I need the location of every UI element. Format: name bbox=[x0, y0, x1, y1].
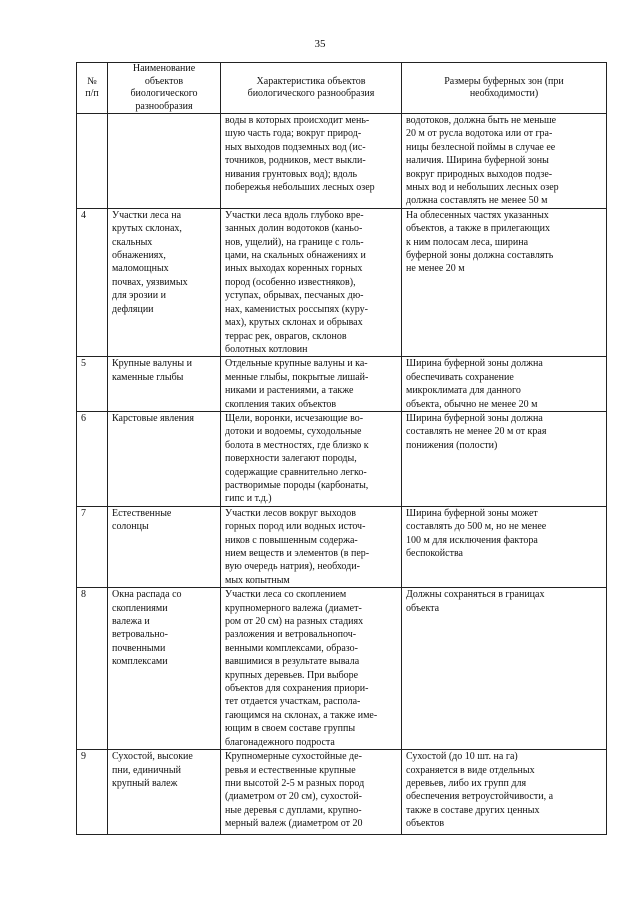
row-num: 8 bbox=[77, 588, 108, 750]
cell-line: скоплениями bbox=[112, 602, 168, 614]
cell-line: цами, на скальных обнажениях и bbox=[225, 250, 366, 262]
header-characteristic bbox=[221, 63, 402, 114]
cell-line: № bbox=[87, 75, 97, 87]
row-name bbox=[108, 208, 221, 356]
cell-line: маломощных bbox=[112, 263, 169, 275]
cell-line: точников, родников, мест выкли- bbox=[225, 155, 366, 167]
row-buffer-size bbox=[402, 750, 607, 835]
cell-line: венными комплексами, образо- bbox=[225, 642, 359, 654]
cell-line: гающимся на склонах, а также име- bbox=[225, 709, 378, 721]
cell-line: почвах, уязвимых bbox=[112, 276, 188, 288]
cell-line: поверхности залегают породы, bbox=[225, 453, 357, 465]
cell-line: Крупные валуны и bbox=[112, 358, 192, 370]
cell-line: крупномерного валежа (диамет- bbox=[225, 602, 362, 614]
cell-line: крупный валеж bbox=[112, 777, 178, 789]
cell-line: водотоков, должна быть не меньше bbox=[406, 115, 557, 126]
cell-line: Характеристика объектов bbox=[256, 75, 366, 87]
cell-line: ные деревья с дуплами, крупно- bbox=[225, 804, 362, 816]
cell-line: террас рек, оврагов, склонов bbox=[225, 330, 347, 342]
cell-line: объектов bbox=[406, 818, 445, 830]
cell-line: должна составлять не менее 50 м bbox=[406, 195, 548, 207]
cell-line: вавшимися в результате вывала bbox=[225, 656, 360, 668]
cell-line: менные глыбы, покрытые лишай- bbox=[225, 371, 369, 383]
cell-line: вокруг природных выходов подзе- bbox=[406, 168, 553, 180]
cell-line: составлять до 500 м, но не менее bbox=[406, 521, 547, 533]
cell-line: Должны сохраняться в границах bbox=[406, 589, 545, 601]
cell-line: составлять не менее 20 м от края bbox=[406, 426, 547, 438]
row-buffer-size bbox=[402, 357, 607, 412]
cell-line: горных пород или водных источ- bbox=[225, 521, 366, 533]
cell-line: вую очередь натрия), необходи- bbox=[225, 561, 360, 573]
cell-line: воды в которых происходит мень- bbox=[225, 115, 370, 126]
table-row bbox=[77, 357, 607, 412]
cell-line: 100 м для исключения фактора bbox=[406, 534, 538, 546]
row-num: 7 bbox=[77, 506, 108, 587]
cell-line: ных выходов подземных вод (ис- bbox=[225, 141, 366, 153]
cell-line: разнообразия bbox=[135, 100, 193, 112]
cell-line: нивания грунтовых вод); вдоль bbox=[225, 168, 358, 180]
cell-line: объекта, обычно не менее 20 м bbox=[406, 398, 538, 410]
cell-line: для эрозии и bbox=[112, 290, 166, 302]
cell-line: дефляции bbox=[112, 303, 154, 315]
cell-line: болота в местностях, где близко к bbox=[225, 439, 369, 451]
row-characteristic bbox=[221, 114, 402, 209]
cell-line: Щели, воронки, исчезающие во- bbox=[225, 412, 364, 424]
cell-line: нов, ущелий), на границе с голь- bbox=[225, 236, 364, 248]
row-name bbox=[108, 357, 221, 412]
page-number: 35 bbox=[314, 38, 326, 50]
cell-line: крупных деревьев. При выборе bbox=[225, 669, 359, 681]
table-row bbox=[77, 411, 607, 506]
table-row bbox=[77, 750, 607, 835]
row-name bbox=[108, 506, 221, 587]
cell-line: пни, единичный bbox=[112, 764, 181, 776]
cell-line: 20 м от русла водотока или от гра- bbox=[406, 128, 553, 140]
cell-line: никами и растениями, а также bbox=[225, 385, 354, 397]
cell-line: не менее 20 м bbox=[406, 263, 465, 275]
header-num bbox=[77, 63, 108, 114]
row-buffer-size bbox=[402, 411, 607, 506]
cell-line: Естественные bbox=[112, 507, 172, 519]
cell-line: побережья небольших лесных озер bbox=[225, 182, 375, 194]
cell-line: ющим в своем составе группы bbox=[225, 723, 356, 735]
cell-line: Крупномерные сухостойные де- bbox=[225, 751, 362, 763]
cell-line: пород (особенно известняков), bbox=[225, 276, 356, 288]
row-characteristic bbox=[221, 357, 402, 412]
cell-line: п/п bbox=[85, 88, 99, 99]
cell-line: ревья и естественные крупные bbox=[225, 764, 356, 776]
row-name bbox=[108, 411, 221, 506]
row-buffer-size bbox=[402, 506, 607, 587]
cell-line: деревьев, либо их групп для bbox=[406, 777, 527, 789]
cell-line: На облесенных частях указанных bbox=[406, 209, 549, 221]
cell-line: Размеры буферных зон (при bbox=[444, 75, 564, 87]
table-row bbox=[77, 506, 607, 587]
cell-line: солонцы bbox=[112, 521, 149, 533]
cell-line: ветровально- bbox=[112, 629, 168, 641]
cell-line: нием веществ и элементов (в пер- bbox=[225, 548, 370, 559]
cell-line: Участки леса со скоплением bbox=[225, 589, 347, 601]
cell-line: Участки леса на bbox=[112, 209, 182, 221]
cell-line: мых копытным bbox=[225, 574, 290, 586]
row-characteristic bbox=[221, 750, 402, 835]
cell-line: Наименование bbox=[132, 63, 196, 74]
cell-line: иных выходах коренных горных bbox=[225, 263, 363, 275]
cell-line: дотоки и водоемы, суходольные bbox=[225, 426, 362, 438]
cell-line: занных долин водотоков (каньо- bbox=[225, 223, 363, 235]
row-num: 4 bbox=[77, 208, 108, 356]
row-num bbox=[77, 114, 108, 209]
row-name bbox=[108, 114, 221, 209]
cell-line: обнажениях, bbox=[112, 250, 166, 262]
cell-line: ницы безлесной поймы в случае ее bbox=[406, 141, 556, 153]
cell-line: благонадежного подроста bbox=[225, 736, 335, 748]
cell-line: нах, каменистых россыпях (куру- bbox=[225, 303, 368, 315]
cell-line: наличия. Ширина буферной зоны bbox=[406, 155, 549, 167]
cell-line: Сухостой (до 10 шт. на га) bbox=[406, 751, 518, 763]
cell-line: мах), крутых склонах и обрывах bbox=[225, 317, 363, 329]
row-buffer-size bbox=[402, 114, 607, 209]
cell-line: Участки леса вдоль глубоко вре- bbox=[225, 209, 364, 221]
cell-line: к ним полосам леса, ширина bbox=[406, 236, 529, 248]
row-num: 9 bbox=[77, 750, 108, 835]
cell-line: комплексами bbox=[112, 656, 168, 668]
cell-line: обеспечивать сохранение bbox=[406, 371, 514, 383]
cell-line: Ширина буферной зоны должна bbox=[406, 358, 543, 370]
cell-line: микроклимата для данного bbox=[406, 385, 521, 397]
row-num: 5 bbox=[77, 357, 108, 412]
cell-line: шую часть года; вокруг природ- bbox=[225, 128, 362, 140]
cell-line: мных вод и небольших лесных озер bbox=[406, 182, 559, 194]
cell-line: растворимые породы (карбонаты, bbox=[225, 479, 369, 491]
header-buffer-size bbox=[402, 63, 607, 114]
cell-line: валежа и bbox=[112, 616, 150, 628]
cell-line: ром от 20 см) на разных стадиях bbox=[225, 616, 364, 628]
row-buffer-size bbox=[402, 208, 607, 356]
table-row bbox=[77, 114, 607, 209]
cell-line: пни высотой 2-5 м разных пород bbox=[225, 777, 365, 789]
table-row bbox=[77, 588, 607, 750]
cell-line: необходимости) bbox=[469, 88, 539, 99]
cell-line: Окна распада со bbox=[112, 589, 182, 601]
cell-line: Карстовые явления bbox=[112, 412, 194, 424]
cell-line: мерный валеж (диаметром от 20 bbox=[225, 818, 363, 830]
cell-line: крутых склонах, bbox=[112, 223, 182, 235]
header-name bbox=[108, 63, 221, 114]
cell-line: разложения и ветровальнопоч- bbox=[225, 629, 357, 641]
cell-line: Отдельные крупные валуны и ка- bbox=[225, 358, 368, 370]
cell-line: биологического bbox=[130, 88, 198, 99]
biodiversity-table bbox=[76, 62, 607, 835]
cell-line: болотных котловин bbox=[225, 343, 308, 355]
cell-line: ников с повышенным содержа- bbox=[225, 534, 358, 546]
row-characteristic bbox=[221, 411, 402, 506]
cell-line: Ширина буферной зоны может bbox=[406, 507, 538, 519]
cell-line: каменные глыбы bbox=[112, 371, 184, 383]
cell-line: почвенными bbox=[112, 642, 166, 654]
row-characteristic bbox=[221, 208, 402, 356]
cell-line: Ширина буферной зоны должна bbox=[406, 412, 543, 424]
cell-line: также в составе других ценных bbox=[406, 804, 540, 816]
cell-line: сохраняется в виде отдельных bbox=[406, 764, 535, 776]
cell-line: уступах, обрывах, песчаных дю- bbox=[225, 290, 364, 302]
cell-line: беспокойства bbox=[406, 548, 463, 559]
cell-line: тет отдается участкам, распола- bbox=[225, 696, 361, 708]
cell-line: скальных bbox=[112, 236, 153, 248]
row-name bbox=[108, 750, 221, 835]
cell-line: Сухостой, высокие bbox=[112, 751, 193, 763]
cell-line: объектов для сохранения приори- bbox=[225, 683, 369, 695]
row-num: 6 bbox=[77, 411, 108, 506]
cell-line: скопления таких объектов bbox=[225, 398, 337, 410]
cell-line: буферной зоны должна составлять bbox=[406, 250, 554, 262]
cell-line: биологического разнообразия bbox=[247, 88, 375, 99]
cell-line: (диаметром от 20 см), сухостой- bbox=[225, 791, 362, 803]
row-name bbox=[108, 588, 221, 750]
cell-line: понижения (полости) bbox=[406, 439, 498, 451]
row-characteristic bbox=[221, 506, 402, 587]
cell-line: обеспечения ветроустойчивости, а bbox=[406, 791, 554, 803]
cell-line: объектов bbox=[144, 75, 184, 87]
cell-line: объекта bbox=[406, 602, 440, 614]
row-characteristic bbox=[221, 588, 402, 750]
cell-line: гипс и т.д.) bbox=[225, 493, 272, 505]
cell-line: объектов, а также в прилегающих bbox=[406, 223, 550, 235]
table-header-row bbox=[77, 63, 607, 114]
cell-line: содержащие сравнительно легко- bbox=[225, 466, 367, 478]
cell-line: Участки лесов вокруг выходов bbox=[225, 507, 356, 519]
table-row bbox=[77, 208, 607, 356]
row-buffer-size bbox=[402, 588, 607, 750]
